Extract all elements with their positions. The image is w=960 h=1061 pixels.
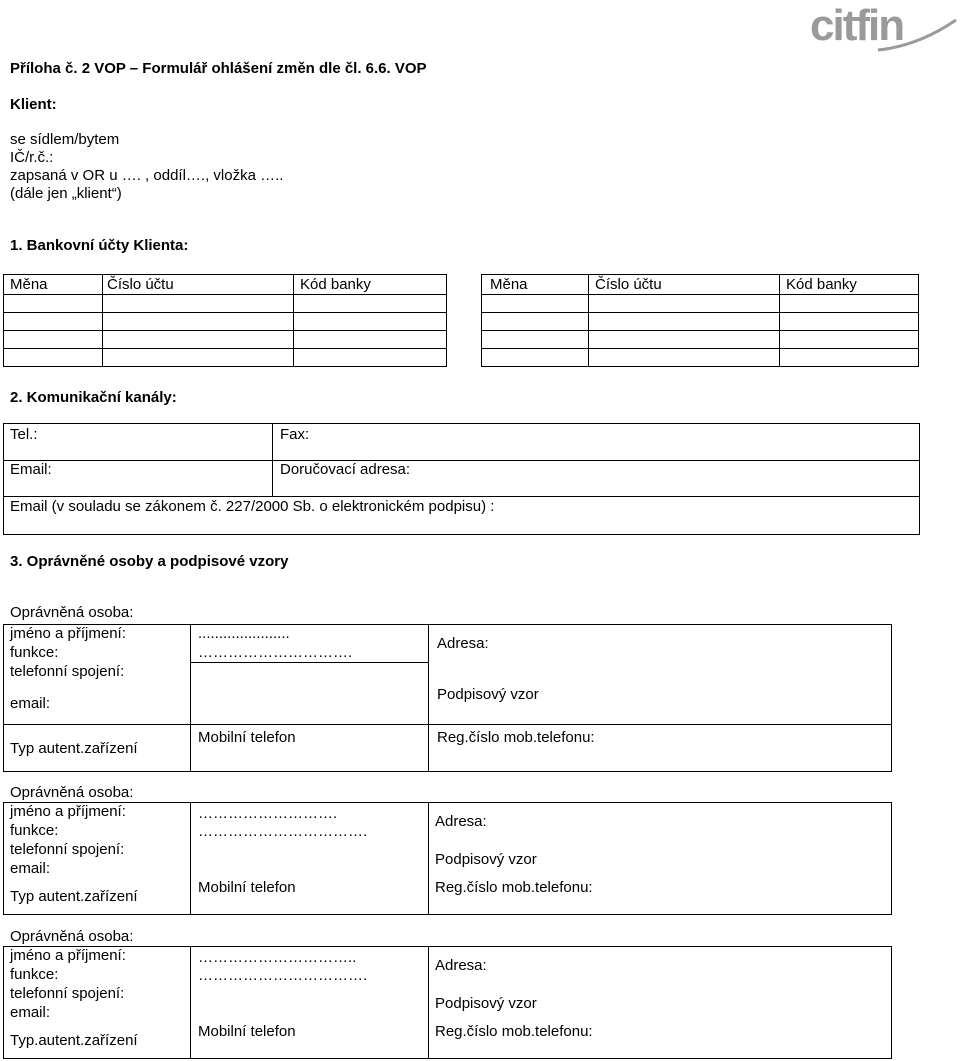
person-heading: Oprávněná osoba:	[10, 604, 134, 621]
citfin-logo	[808, 0, 960, 60]
account-cell[interactable]	[589, 331, 780, 349]
account-cell[interactable]	[780, 349, 919, 367]
device-label: Typ autent.zařízení	[10, 888, 138, 905]
name-value[interactable]: ……………………….	[198, 805, 338, 822]
email-label: email:	[10, 860, 51, 877]
name-label: jméno a příjmení:	[10, 803, 126, 820]
account-cell[interactable]	[589, 295, 780, 313]
divider	[190, 662, 429, 663]
phone-label: telefonní spojení:	[10, 663, 125, 680]
mobile-label: Mobilní telefon	[198, 729, 296, 746]
account-cell[interactable]	[482, 331, 589, 349]
name-label: jméno a příjmení:	[10, 947, 126, 964]
account-cell[interactable]	[103, 313, 294, 331]
section1-title: 1. Bankovní účty Klienta:	[10, 237, 189, 254]
account-cell[interactable]	[4, 331, 103, 349]
account-cell[interactable]	[482, 313, 589, 331]
col-account-number: Číslo účtu	[103, 275, 294, 295]
divider	[428, 946, 429, 1059]
accounts-table-right	[481, 274, 919, 367]
reg-number-label: Reg.číslo mob.telefonu:	[437, 729, 595, 746]
account-cell[interactable]	[294, 295, 447, 313]
divider	[428, 802, 429, 915]
account-cell[interactable]	[294, 331, 447, 349]
device-label: Typ autent.zařízení	[10, 740, 138, 757]
email-label: Email:	[10, 461, 52, 478]
mobile-label: Mobilní telefon	[198, 1023, 296, 1040]
accounts-table-left	[3, 274, 447, 367]
delivery-address-label: Doručovací adresa:	[280, 461, 411, 478]
section2-title	[10, 389, 177, 406]
device-label: Typ.autent.zařízení	[10, 1032, 138, 1049]
account-cell[interactable]	[589, 349, 780, 367]
account-cell[interactable]	[482, 295, 589, 313]
phone-label: telefonní spojení:	[10, 985, 125, 1002]
account-cell[interactable]	[103, 349, 294, 367]
divider	[3, 496, 920, 497]
reg-number-label: Reg.číslo mob.telefonu:	[435, 1023, 593, 1040]
account-cell[interactable]	[780, 313, 919, 331]
divider	[3, 724, 892, 725]
col-account-number: Číslo účtu	[589, 275, 780, 295]
account-cell[interactable]	[4, 349, 103, 367]
address-label: Adresa:	[435, 813, 487, 830]
section3-title: 3. Oprávněné osoby a podpisové vzory	[10, 553, 289, 570]
function-value[interactable]: …………………………….	[198, 823, 368, 840]
account-cell[interactable]	[294, 313, 447, 331]
function-value[interactable]: …………………………….	[198, 967, 368, 984]
account-cell[interactable]	[103, 295, 294, 313]
section2-title-text: 2. Komunikační kanály:	[10, 389, 177, 406]
function-label: funkce:	[10, 966, 59, 983]
client-label: Klient:	[10, 96, 57, 113]
communication-box	[3, 423, 920, 535]
divider	[3, 460, 920, 461]
name-value[interactable]: ......................	[198, 625, 290, 642]
person-heading: Oprávněná osoba:	[10, 928, 134, 945]
name-value[interactable]: …………………………..	[198, 949, 357, 966]
phone-label: telefonní spojení:	[10, 841, 125, 858]
col-bank-code: Kód banky	[780, 275, 919, 295]
form-title: Příloha č. 2 VOP – Formulář ohlášení změn dle čl. 6.6. VOP	[10, 60, 427, 77]
account-cell[interactable]	[103, 331, 294, 349]
function-label: funkce:	[10, 822, 59, 839]
divider	[428, 624, 429, 772]
signature-label: Podpisový vzor	[435, 851, 537, 868]
function-value[interactable]: ………………………….	[198, 644, 353, 661]
signature-label: Podpisový vzor	[437, 686, 539, 703]
name-label: jméno a příjmení:	[10, 625, 126, 642]
account-cell[interactable]	[4, 313, 103, 331]
divider	[190, 946, 191, 1059]
tel-label: Tel.:	[10, 426, 38, 443]
signature-label: Podpisový vzor	[435, 995, 537, 1012]
svg-text:citfin: citfin	[810, 1, 904, 50]
account-cell[interactable]	[482, 349, 589, 367]
account-cell[interactable]	[4, 295, 103, 313]
address-label: Adresa:	[437, 635, 489, 652]
divider	[190, 802, 191, 915]
registry-line: zapsaná v OR u …. , oddíl…., vložka …..	[10, 167, 284, 184]
dale-line: (dále jen „klient“)	[10, 185, 122, 202]
citfin-logo-graphic	[808, 0, 960, 56]
account-cell[interactable]	[294, 349, 447, 367]
account-cell[interactable]	[589, 313, 780, 331]
email-label: email:	[10, 1004, 51, 1021]
person-heading: Oprávněná osoba:	[10, 784, 134, 801]
col-currency: Měna	[4, 275, 103, 295]
email-label: email:	[10, 695, 51, 712]
fax-label: Fax:	[280, 426, 310, 443]
account-cell[interactable]	[780, 331, 919, 349]
col-bank-code: Kód banky	[294, 275, 447, 295]
divider	[190, 624, 191, 772]
address-label: Adresa:	[435, 957, 487, 974]
account-cell[interactable]	[780, 295, 919, 313]
reg-number-label: Reg.číslo mob.telefonu:	[435, 879, 593, 896]
email-law-label: Email (v souladu se zákonem č. 227/2000 Sb. o elektronickém podpisu) :	[10, 498, 495, 515]
ic-label: IČ/r.č.:	[10, 149, 54, 166]
address-label: se sídlem/bytem	[10, 131, 120, 148]
function-label: funkce:	[10, 644, 59, 661]
col-currency: Měna	[482, 275, 589, 295]
mobile-label: Mobilní telefon	[198, 879, 296, 896]
